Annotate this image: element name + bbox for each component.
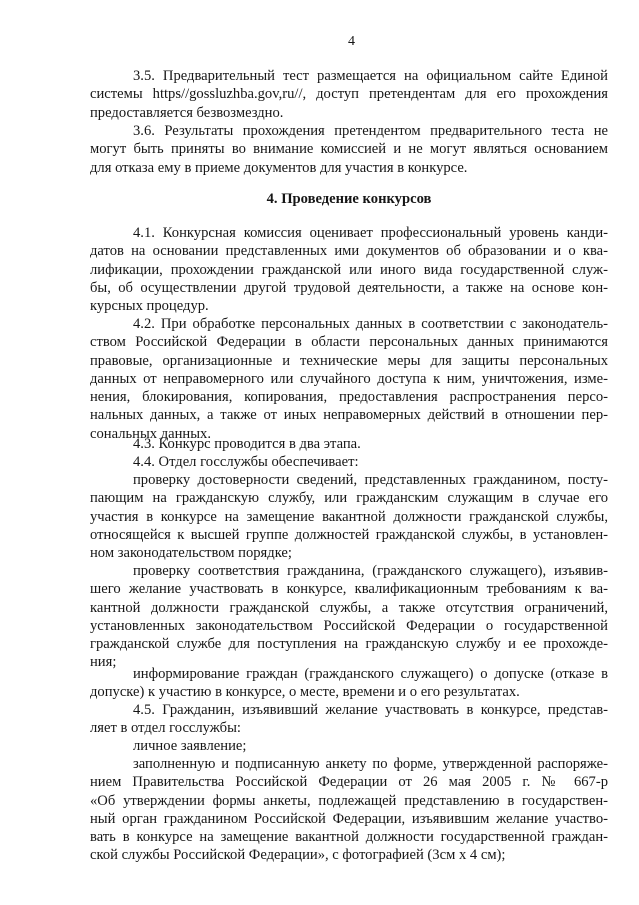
text-line: 3.5. Предварительный тест размещается на официальном сайте Единой: [133, 68, 608, 84]
paragraph-4-5: [90, 701, 608, 738]
text-line: ния;: [90, 654, 117, 671]
text-line: личное заявление;: [133, 738, 247, 754]
text-line: «Об утверждении формы анкеты, подлежащей представлению в государствен-: [90, 792, 608, 809]
text-line: нальных данных, а также от иных неправомерных действий в отношении пер-: [90, 407, 608, 424]
text-line: допуске) к участию в конкурсе, о месте, времени и о его результатах.: [90, 684, 520, 701]
section-heading: 4. Проведение конкурсов: [266, 191, 432, 207]
page-number: 4: [348, 34, 355, 49]
list-item: [90, 737, 608, 755]
text-line: 4.4. Отдел госслужбы обеспечивает:: [133, 454, 359, 470]
text-line: 4.5. Гражданин, изъявивший желание участвовать в конкурсе, представ-: [133, 702, 608, 718]
paragraph-3-6: [90, 122, 608, 177]
paragraph-4-1: [90, 224, 608, 315]
text-line: ской службы Российской Федерации», с фотографией (3см х 4 см);: [90, 847, 506, 864]
text-line: вать в конкурсе на замещение вакантной должности государственной граждан-: [90, 829, 608, 846]
text-line: могут быть приняты во внимание комиссией и не могут являться основанием: [90, 141, 608, 158]
text-line: предоставляется безвозмездно.: [90, 104, 284, 121]
text-line: пающим на гражданскую службу, или гражданским служащим в случае его: [90, 490, 608, 507]
text-line: установленных законодательством Российской Федерации о государственной: [90, 617, 608, 634]
paragraph-4-4: [90, 453, 608, 471]
text-line: 3.6. Результаты прохождения претендентом предварительного теста не: [133, 123, 608, 139]
text-line: проверку соответствия гражданина, (гражданского служащего), изъявив-: [133, 563, 608, 579]
paragraph-3-5: [90, 67, 608, 122]
text-line: 4.3. Конкурс проводится в два этапа.: [133, 436, 361, 452]
text-line: ный орган гражданином Российской Федерации, изъявившим желание участво-: [90, 810, 608, 827]
text-line: участия в конкурсе на замещение вакантной должности гражданской службы,: [90, 508, 608, 525]
text-line: нием Правительства Российской Федерации от 26 мая 2005 г. № 667-р: [90, 774, 608, 791]
text-line: лификации, прохождении гражданской или иного вида государственной служ-: [90, 261, 608, 278]
list-item: [90, 562, 608, 672]
list-item: [90, 471, 608, 562]
text-line: проверку достоверности сведений, представленных гражданином, посту-: [133, 472, 608, 488]
text-line: ном законодательством порядке;: [90, 545, 292, 562]
text-line: информирование граждан (гражданского служащего) о допуске (отказе в: [133, 666, 608, 682]
text-line: системы https//gossluzhba.gov,ru//, доступ претендентам для его прохождения: [90, 86, 608, 103]
text-line: датов на основании представленных ими документов об образовании и о ква-: [90, 243, 608, 260]
list-item: [90, 665, 608, 702]
text-line: кантной должности гражданской службы, а также отсутствия ограничений,: [90, 599, 608, 616]
text-line: шего желание участвовать в конкурсе, квалификационным требованиям к ва-: [90, 581, 608, 598]
text-line: 4.1. Конкурсная комиссия оценивает профессиональный уровень канди-: [133, 225, 608, 241]
text-line: относящейся к высшей группе должностей гражданской службы, в установлен-: [90, 526, 608, 543]
text-line: сональных данных.: [90, 425, 211, 442]
text-line: нения, блокирования, копирования, предоставления распространения персо-: [90, 389, 608, 406]
paragraph-4-2: [90, 315, 608, 443]
text-line: заполненную и подписанную анкету по форме, утвержденной распоряже-: [133, 756, 608, 772]
text-line: бы, об осуществлении другой трудовой деятельности, а также на основе кон-: [90, 279, 608, 296]
text-line: правовые, организационные и технические меры для защиты персональных: [90, 352, 608, 369]
text-line: гражданской службе для поступления на гражданскую службу и ее прохожде-: [90, 636, 608, 653]
text-line: данных от неправомерного или случайного доступа к ним, уничтожения, изме-: [90, 370, 608, 387]
paragraph-4-3: [90, 435, 608, 453]
text-line: 4.2. При обработке персональных данных в соответствии с законодатель-: [133, 316, 608, 332]
text-line: курсных процедур.: [90, 298, 209, 315]
text-line: для отказа ему в приеме документов для участия в конкурсе.: [90, 159, 468, 176]
text-line: ляет в отдел госслужбы:: [90, 720, 241, 737]
list-item: [90, 755, 608, 865]
text-line: ством Российской Федерации в области персональных данных принимаются: [90, 334, 608, 351]
